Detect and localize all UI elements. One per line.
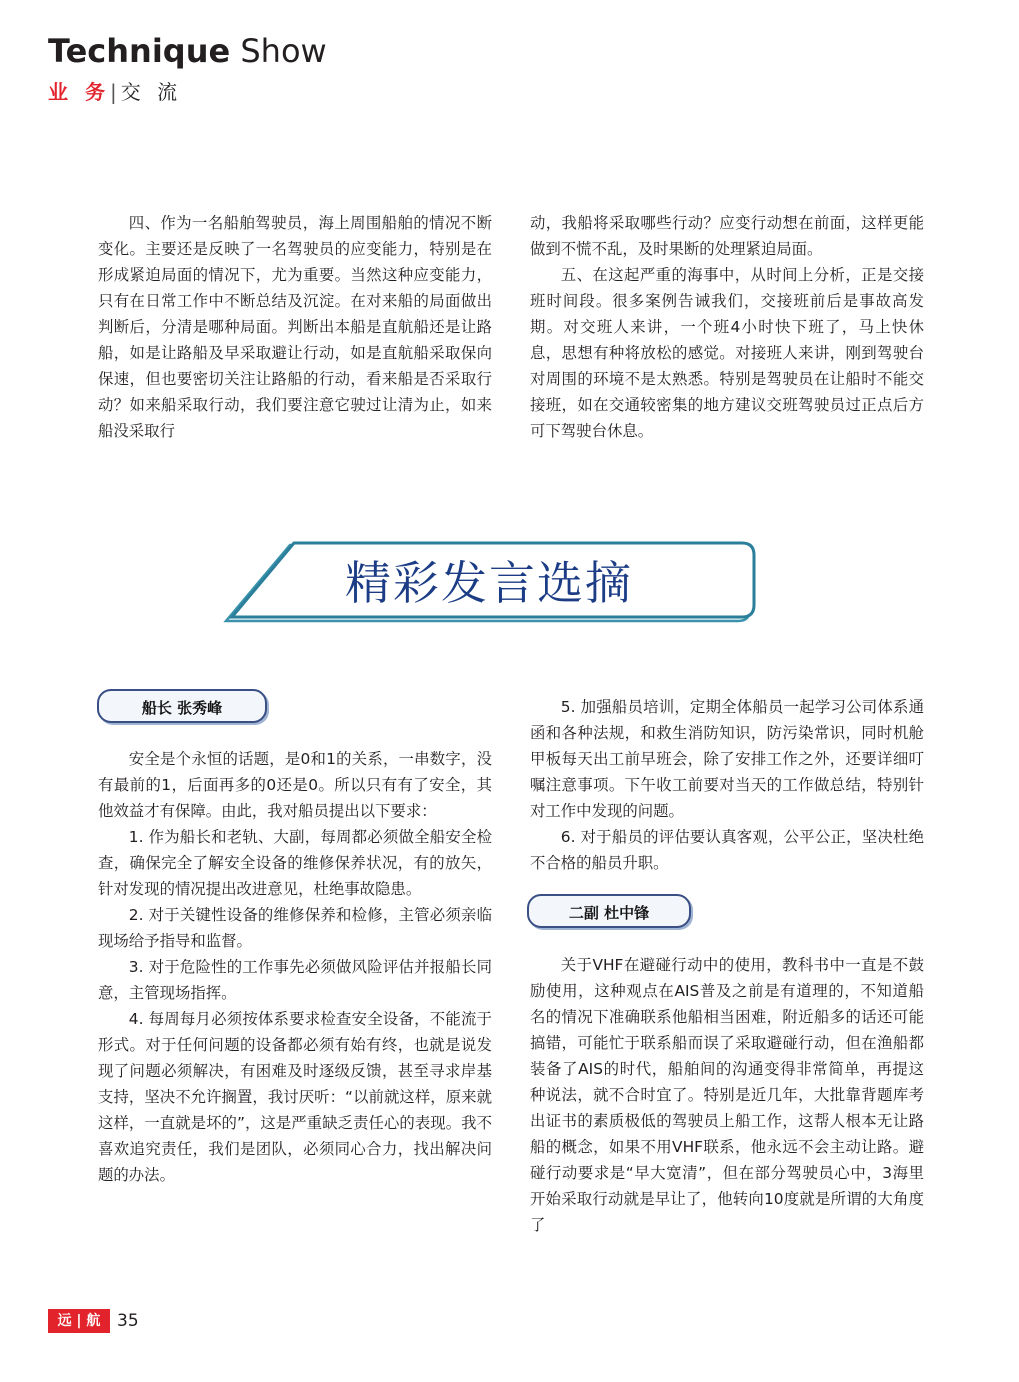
header-title-light: Show bbox=[240, 32, 327, 70]
section-label bbox=[48, 78, 182, 106]
paragraph: 6. 对于船员的评估要认真客观，公平公正，坚决杜绝不合格的船员升职。 bbox=[530, 828, 924, 872]
paragraph: 5. 加强船员培训，定期全体船员一起学习公司体系通函和各种法规，和救生消防知识，防污染常识，同时机舱甲板每天出工前早班会，除了安排工作之外，还要详细叮嘱注意事项。下午收工前要对当天的工作做总结，特别针对工作中发现的问题。 bbox=[530, 698, 924, 820]
page-number: 35 bbox=[117, 1311, 139, 1331]
header-title bbox=[48, 30, 327, 72]
paragraph: 2. 对于关键性设备的维修保养和检修，主管必须亲临现场给予指导和监督。 bbox=[98, 906, 492, 950]
top-right-column bbox=[530, 210, 924, 444]
section-label-separator: | bbox=[109, 80, 119, 104]
paragraph: 五、在这起严重的海事中，从时间上分析，正是交接班时间段。很多案例告诫我们，交接班前后是事故高发期。对交班人来讲，一个班4小时快下班了，马上快休息，思想有种将放松的感觉。对接班人来讲，刚到驾驶台对周围的环境不是太熟悉。特别是驾驶员在让船时不能交接班，如在交通较密集的地方建议交班驾驶员过正点后方可下驾驶台休息。 bbox=[530, 266, 924, 440]
magazine-logo: 远 | 航 bbox=[48, 1309, 110, 1333]
paragraph: 安全是个永恒的话题，是0和1的关系，一串数字，没有最前的1，后面再多的0还是0。所以只有有了安全，其他效益才有保障。由此，我对船员提出以下要求： bbox=[98, 750, 492, 820]
paragraph: 1. 作为船长和老轨、大副，每周都必须做全船安全检查，确保完全了解安全设备的维修保养状况，有的放矢，针对发现的情况提出改进意见，杜绝事故隐患。 bbox=[98, 828, 492, 898]
paragraph: 关于VHF在避碰行动中的使用，教科书中一直是不鼓励使用，这种观点在AIS普及之前是有道理的，不知道船名的情况下准确联系他船相当困难，附近船多的话还可能搞错，可能忙于联系船而误了采取避碰行动，但在渔船都装备了AIS的时代，船舶间的沟通变得非常简单，再提这种说法，就不合时宜了。特别是近几年，大批靠背题库考出证书的素质极低的驾驶员上船工作，这帮人根本无让路船的概念，如果不用VHF联系，他永远不会主动让路。避碰行动要求是“早大宽清”，但在部分驾驶员心中，3海里开始采取行动就是早让了，他转向10度就是所谓的大角度了 bbox=[530, 956, 924, 1234]
section-label-secondary: 交 流 bbox=[120, 80, 183, 104]
banner-title: 精彩发言选摘 bbox=[345, 556, 633, 610]
captain-right-column bbox=[530, 694, 924, 876]
paragraph-continuation: 动，我船将采取哪些行动？应变行动想在前面，这样更能做到不慌不乱，及时果断的处理紧迫局面。 bbox=[530, 214, 924, 258]
header-title-bold: Technique bbox=[48, 32, 231, 70]
top-left-column bbox=[98, 210, 492, 444]
paragraph: 4. 每周每月必须按体系要求检查安全设备，不能流于形式。对于任何问题的设备都必须有始有终，也就是说发现了问题必须解决，有困难及时逐级反馈，甚至寻求岸基支持，坚决不允许搁置，我讨厌听：“以前就这样，原来就这样，一直就是坏的”，这是严重缺乏责任心的表现。我不喜欢追究责任，我们是团队，必须同心合力，找出解决问题的办法。 bbox=[98, 1010, 492, 1184]
paragraph: 3. 对于危险性的工作事先必须做风险评估并报船长同意，主管现场指挥。 bbox=[98, 958, 492, 1002]
captain-left-column bbox=[98, 746, 492, 1188]
paragraph: 四、作为一名船舶驾驶员，海上周围船舶的情况不断变化。主要还是反映了一名驾驶员的应变能力，特别是在形成紧迫局面的情况下，尤为重要。当然这种应变能力，只有在日常工作中不断总结及沉淀。在对来船的局面做出判断后，分清是哪种局面。判断出本船是直航船还是让路船，如是让路船及早采取避让行动，如是直航船采取保向保速，但也要密切关注让路船的行动，看来船是否采取行动？如来船采取行动，我们要注意它驶过让清为止，如来船没采取行 bbox=[98, 214, 492, 440]
section-label-primary: 业 务 bbox=[48, 80, 110, 104]
second-officer-column bbox=[530, 952, 924, 1238]
speaker-tag-captain: 船长 张秀峰 bbox=[97, 689, 267, 723]
speaker-tag-second-officer: 二副 杜中锋 bbox=[527, 894, 691, 928]
